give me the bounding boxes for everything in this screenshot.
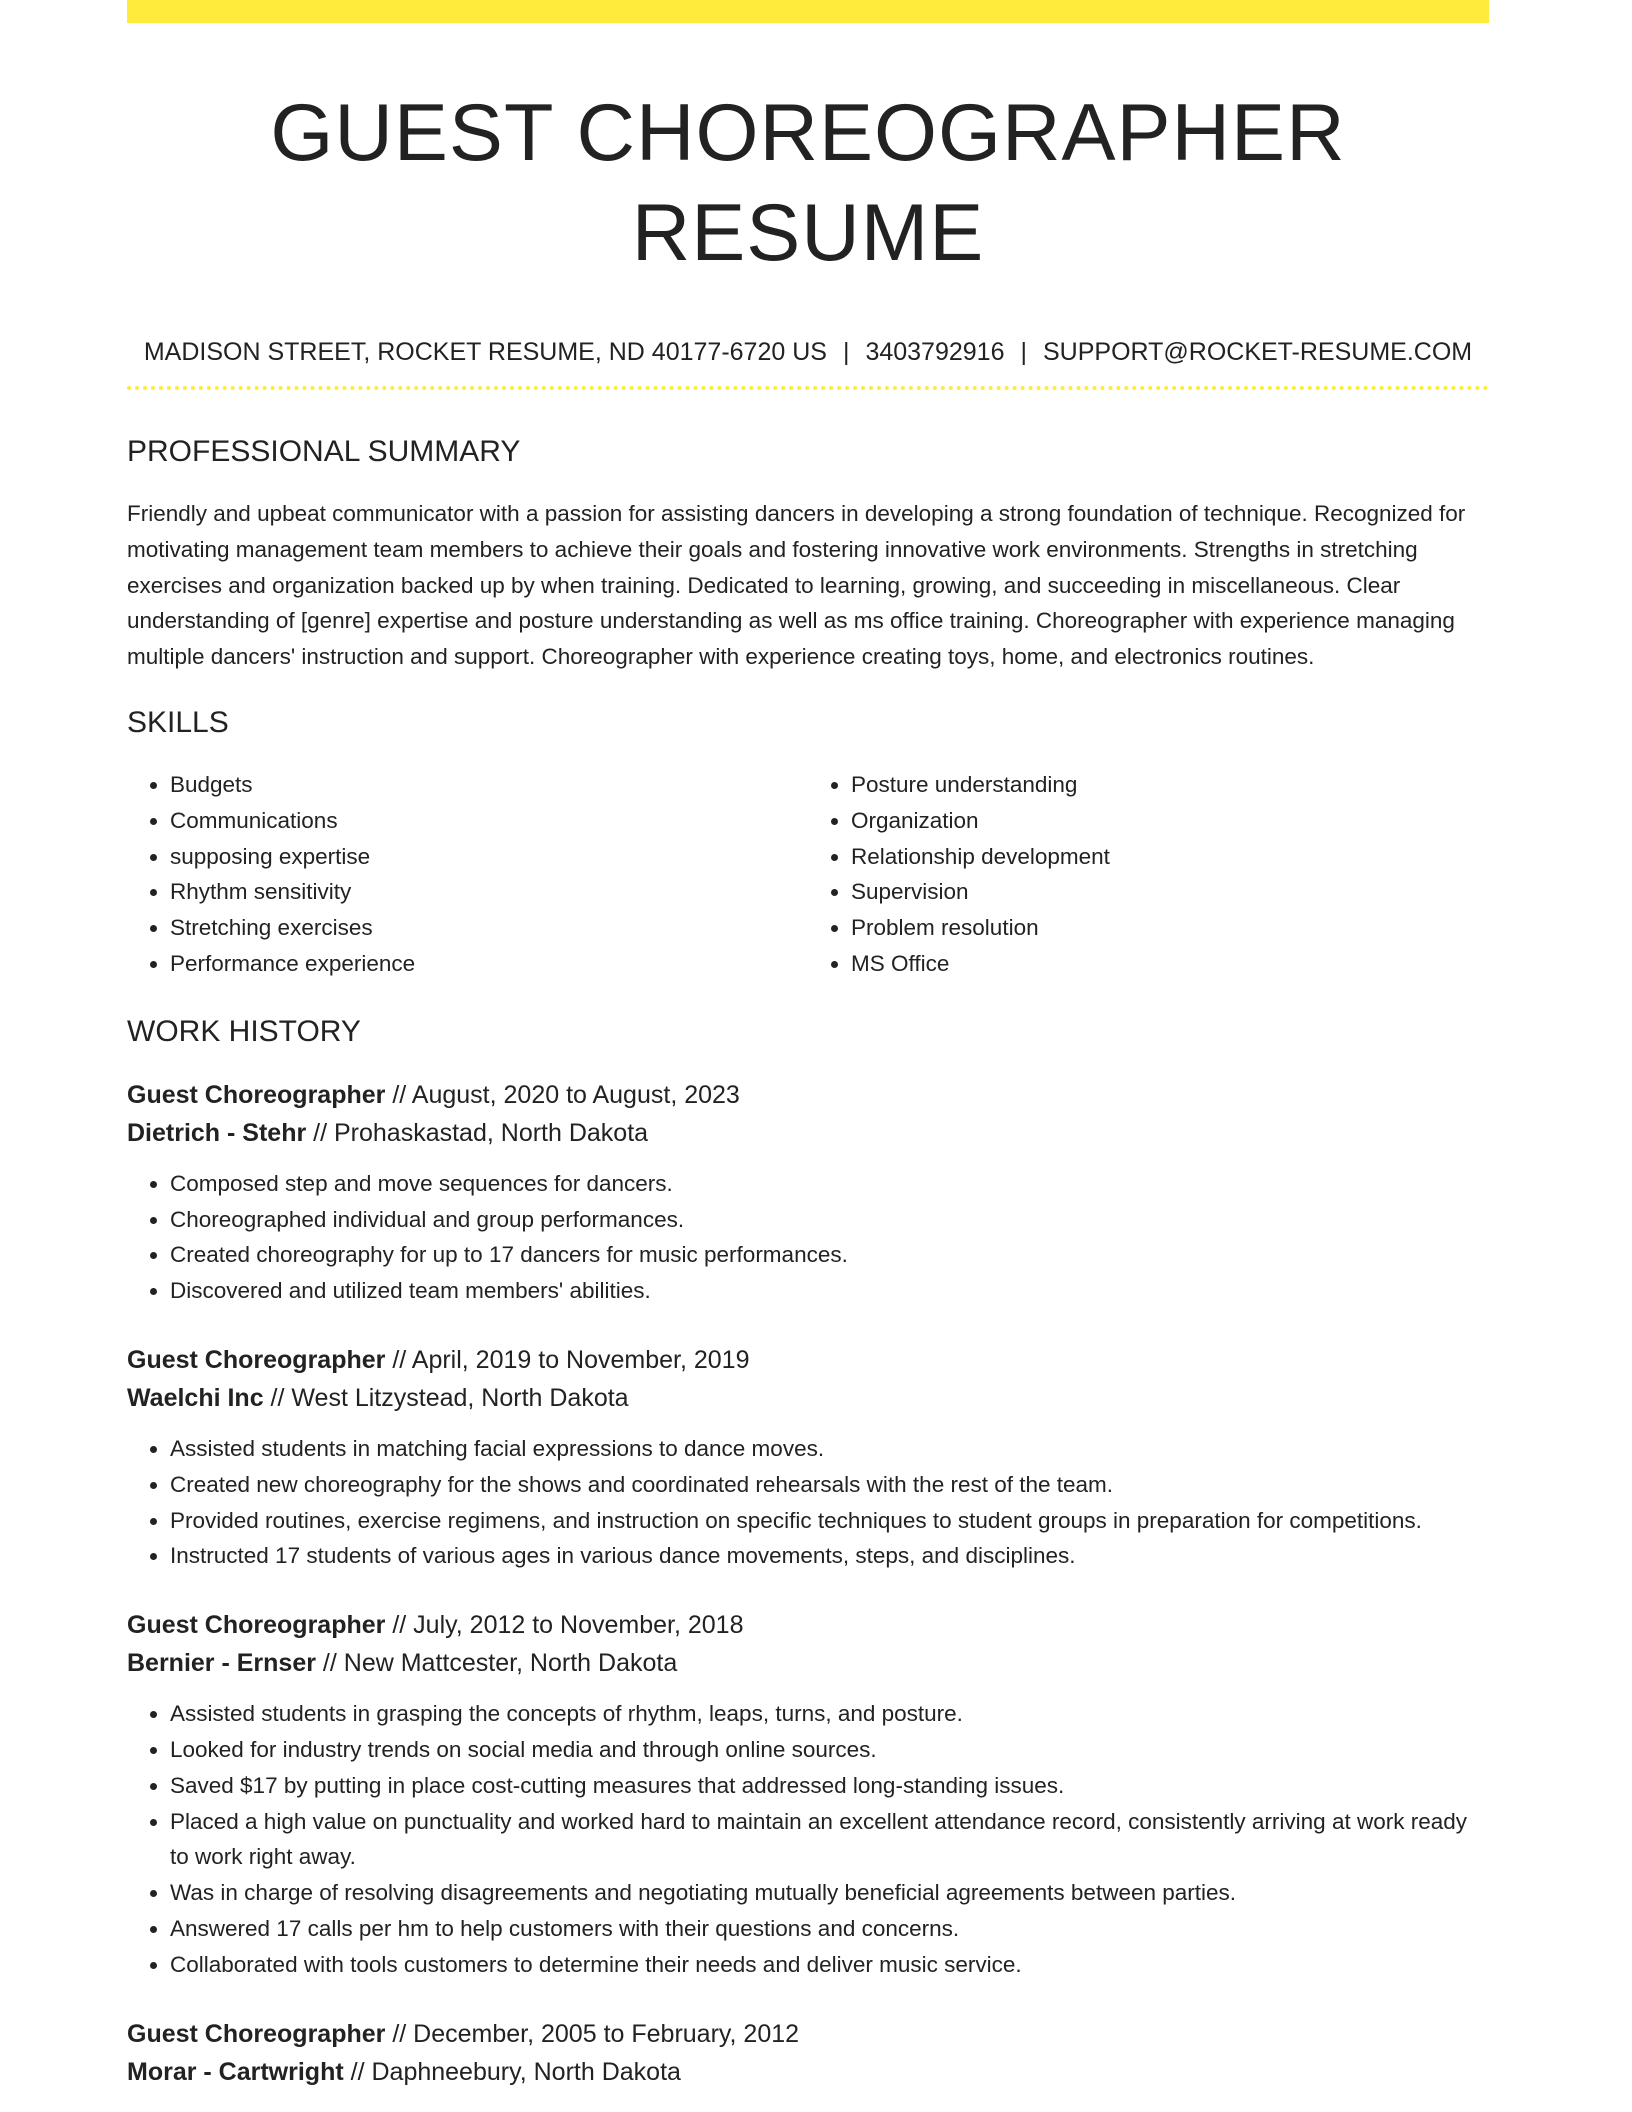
skill-item: • Stretching exercises <box>170 910 808 946</box>
job-title: Guest Choreographer <box>127 1345 386 1374</box>
field-separator: // <box>385 2019 414 2048</box>
job-title-line <box>127 2015 1489 2053</box>
job-bullet: • Assisted students in grasping the concepts of rhythm, leaps, turns, and posture. <box>170 1696 1489 1732</box>
job-entry <box>127 2015 1489 2091</box>
skill-item: • Supervision <box>851 874 1489 910</box>
skill-item: • Relationship development <box>851 839 1489 875</box>
skills-grid <box>127 767 1489 982</box>
skills-left-column <box>127 767 808 982</box>
job-location: Daphneebury, North Dakota <box>371 2057 681 2086</box>
job-dates: December, 2005 to February, 2012 <box>413 2019 800 2048</box>
contact-address: MADISON STREET, ROCKET RESUME, ND 40177-6720 US <box>143 338 827 366</box>
field-separator: // <box>385 1611 414 1640</box>
field-separator: // <box>343 2057 372 2086</box>
job-entry <box>127 1606 1489 1982</box>
skill-item: • Budgets <box>170 767 808 803</box>
job-dates: April, 2019 to November, 2019 <box>411 1345 750 1374</box>
job-company: Morar - Cartwright <box>127 2057 344 2086</box>
job-company-line <box>127 1644 1489 1682</box>
skill-item: • Posture understanding <box>851 767 1489 803</box>
job-location: Prohaskastad, North Dakota <box>334 1118 649 1147</box>
work-history-heading: WORK HISTORY <box>127 1014 361 1048</box>
contact-separator: | <box>842 338 850 366</box>
skills-heading: SKILLS <box>127 705 229 739</box>
job-entry <box>127 1076 1489 1309</box>
job-location: New Mattcester, North Dakota <box>343 1649 678 1678</box>
skill-item: • MS Office <box>851 946 1489 982</box>
job-title-line <box>127 1076 1489 1114</box>
job-bullet: • Instructed 17 students of various ages in various dance movements, steps, and disciplines. <box>170 1538 1489 1574</box>
skill-item: • supposing expertise <box>170 839 808 875</box>
contact-phone: 3403792916 <box>865 338 1005 366</box>
job-bullets <box>127 1696 1489 1982</box>
skill-item: • Rhythm sensitivity <box>170 874 808 910</box>
job-bullet: • Created choreography for up to 17 dancers for music performances. <box>170 1237 1489 1273</box>
job-company-line <box>127 2053 1489 2091</box>
job-title: Guest Choreographer <box>127 1080 386 1109</box>
job-dates: August, 2020 to August, 2023 <box>411 1080 740 1109</box>
skill-item: • Organization <box>851 803 1489 839</box>
job-company: Dietrich - Stehr <box>127 1118 307 1147</box>
contact-line <box>127 336 1489 368</box>
job-company: Waelchi Inc <box>127 1383 264 1412</box>
job-bullet: • Provided routines, exercise regimens, and instruction on specific techniques to student groups in preparation for competitions. <box>170 1503 1489 1539</box>
resume-page <box>127 0 1489 2091</box>
field-separator: // <box>385 1345 412 1374</box>
skill-item: • Problem resolution <box>851 910 1489 946</box>
field-separator: // <box>306 1118 334 1147</box>
field-separator: // <box>385 1080 412 1109</box>
job-bullets <box>127 1431 1489 1574</box>
job-entry <box>127 1341 1489 1574</box>
contact-email: SUPPORT@ROCKET-RESUME.COM <box>1042 338 1473 366</box>
job-title-line <box>127 1606 1489 1644</box>
job-bullets <box>127 1166 1489 1309</box>
contact-separator: | <box>1020 338 1027 366</box>
summary-text: Friendly and upbeat communicator with a passion for assisting dancers in developing a strong foundation of technique. Recognized for motivating management team members to achieve their goals and fostering innovative work environments. Strengths in stretching exercises and organization backed up by when training. Dedicated to learning, growing, and succeeding in miscellaneous. Clear understanding of [genre] expertise and posture understanding as well as ms office training. Choreographer with experience managing multiple dancers' instruction and support. Choreographer with experience creating toys, home, and electronics routines. <box>127 501 1466 670</box>
job-bullet: • Choreographed individual and group performances. <box>170 1202 1489 1238</box>
job-bullet: • Created new choreography for the shows and coordinated rehearsals with the rest of the team. <box>170 1467 1489 1503</box>
job-dates: July, 2012 to November, 2018 <box>413 1611 744 1640</box>
job-title-line <box>127 1341 1489 1379</box>
job-location: West Litzystead, North Dakota <box>291 1383 629 1412</box>
job-company: Bernier - Ernser <box>127 1649 316 1678</box>
job-company-line <box>127 1379 1489 1417</box>
job-title: Guest Choreographer <box>127 1611 386 1640</box>
dotted-divider <box>127 386 1489 390</box>
job-bullet: • Looked for industry trends on social media and through online sources. <box>170 1732 1489 1768</box>
skills-right-column <box>808 767 1489 982</box>
skill-item: • Performance experience <box>170 946 808 982</box>
job-bullet: • Answered 17 calls per hm to help customers with their questions and concerns. <box>170 1911 1489 1947</box>
job-bullet: • Collaborated with tools customers to determine their needs and deliver music service. <box>170 1947 1489 1983</box>
field-separator: // <box>263 1383 292 1412</box>
job-company-line <box>127 1114 1489 1152</box>
accent-top-bar <box>127 0 1489 23</box>
job-bullet: • Saved $17 by putting in place cost-cutting measures that addressed long-standing issues. <box>170 1768 1489 1804</box>
summary-heading: PROFESSIONAL SUMMARY <box>127 435 521 468</box>
field-separator: // <box>315 1649 344 1678</box>
skill-item: • Communications <box>170 803 808 839</box>
job-bullet: • Discovered and utilized team members' abilities. <box>170 1273 1489 1309</box>
job-bullet: • Was in charge of resolving disagreements and negotiating mutually beneficial agreements between parties. <box>170 1875 1489 1911</box>
job-bullet: • Placed a high value on punctuality and worked hard to maintain an excellent attendance record, consistently arriving at work ready to work right away. <box>170 1804 1489 1876</box>
resume-title: GUEST CHOREOGRAPHER RESUME <box>270 88 1346 278</box>
job-title: Guest Choreographer <box>127 2019 386 2048</box>
job-bullet: • Composed step and move sequences for dancers. <box>170 1166 1489 1202</box>
job-bullet: • Assisted students in matching facial expressions to dance moves. <box>170 1431 1489 1467</box>
